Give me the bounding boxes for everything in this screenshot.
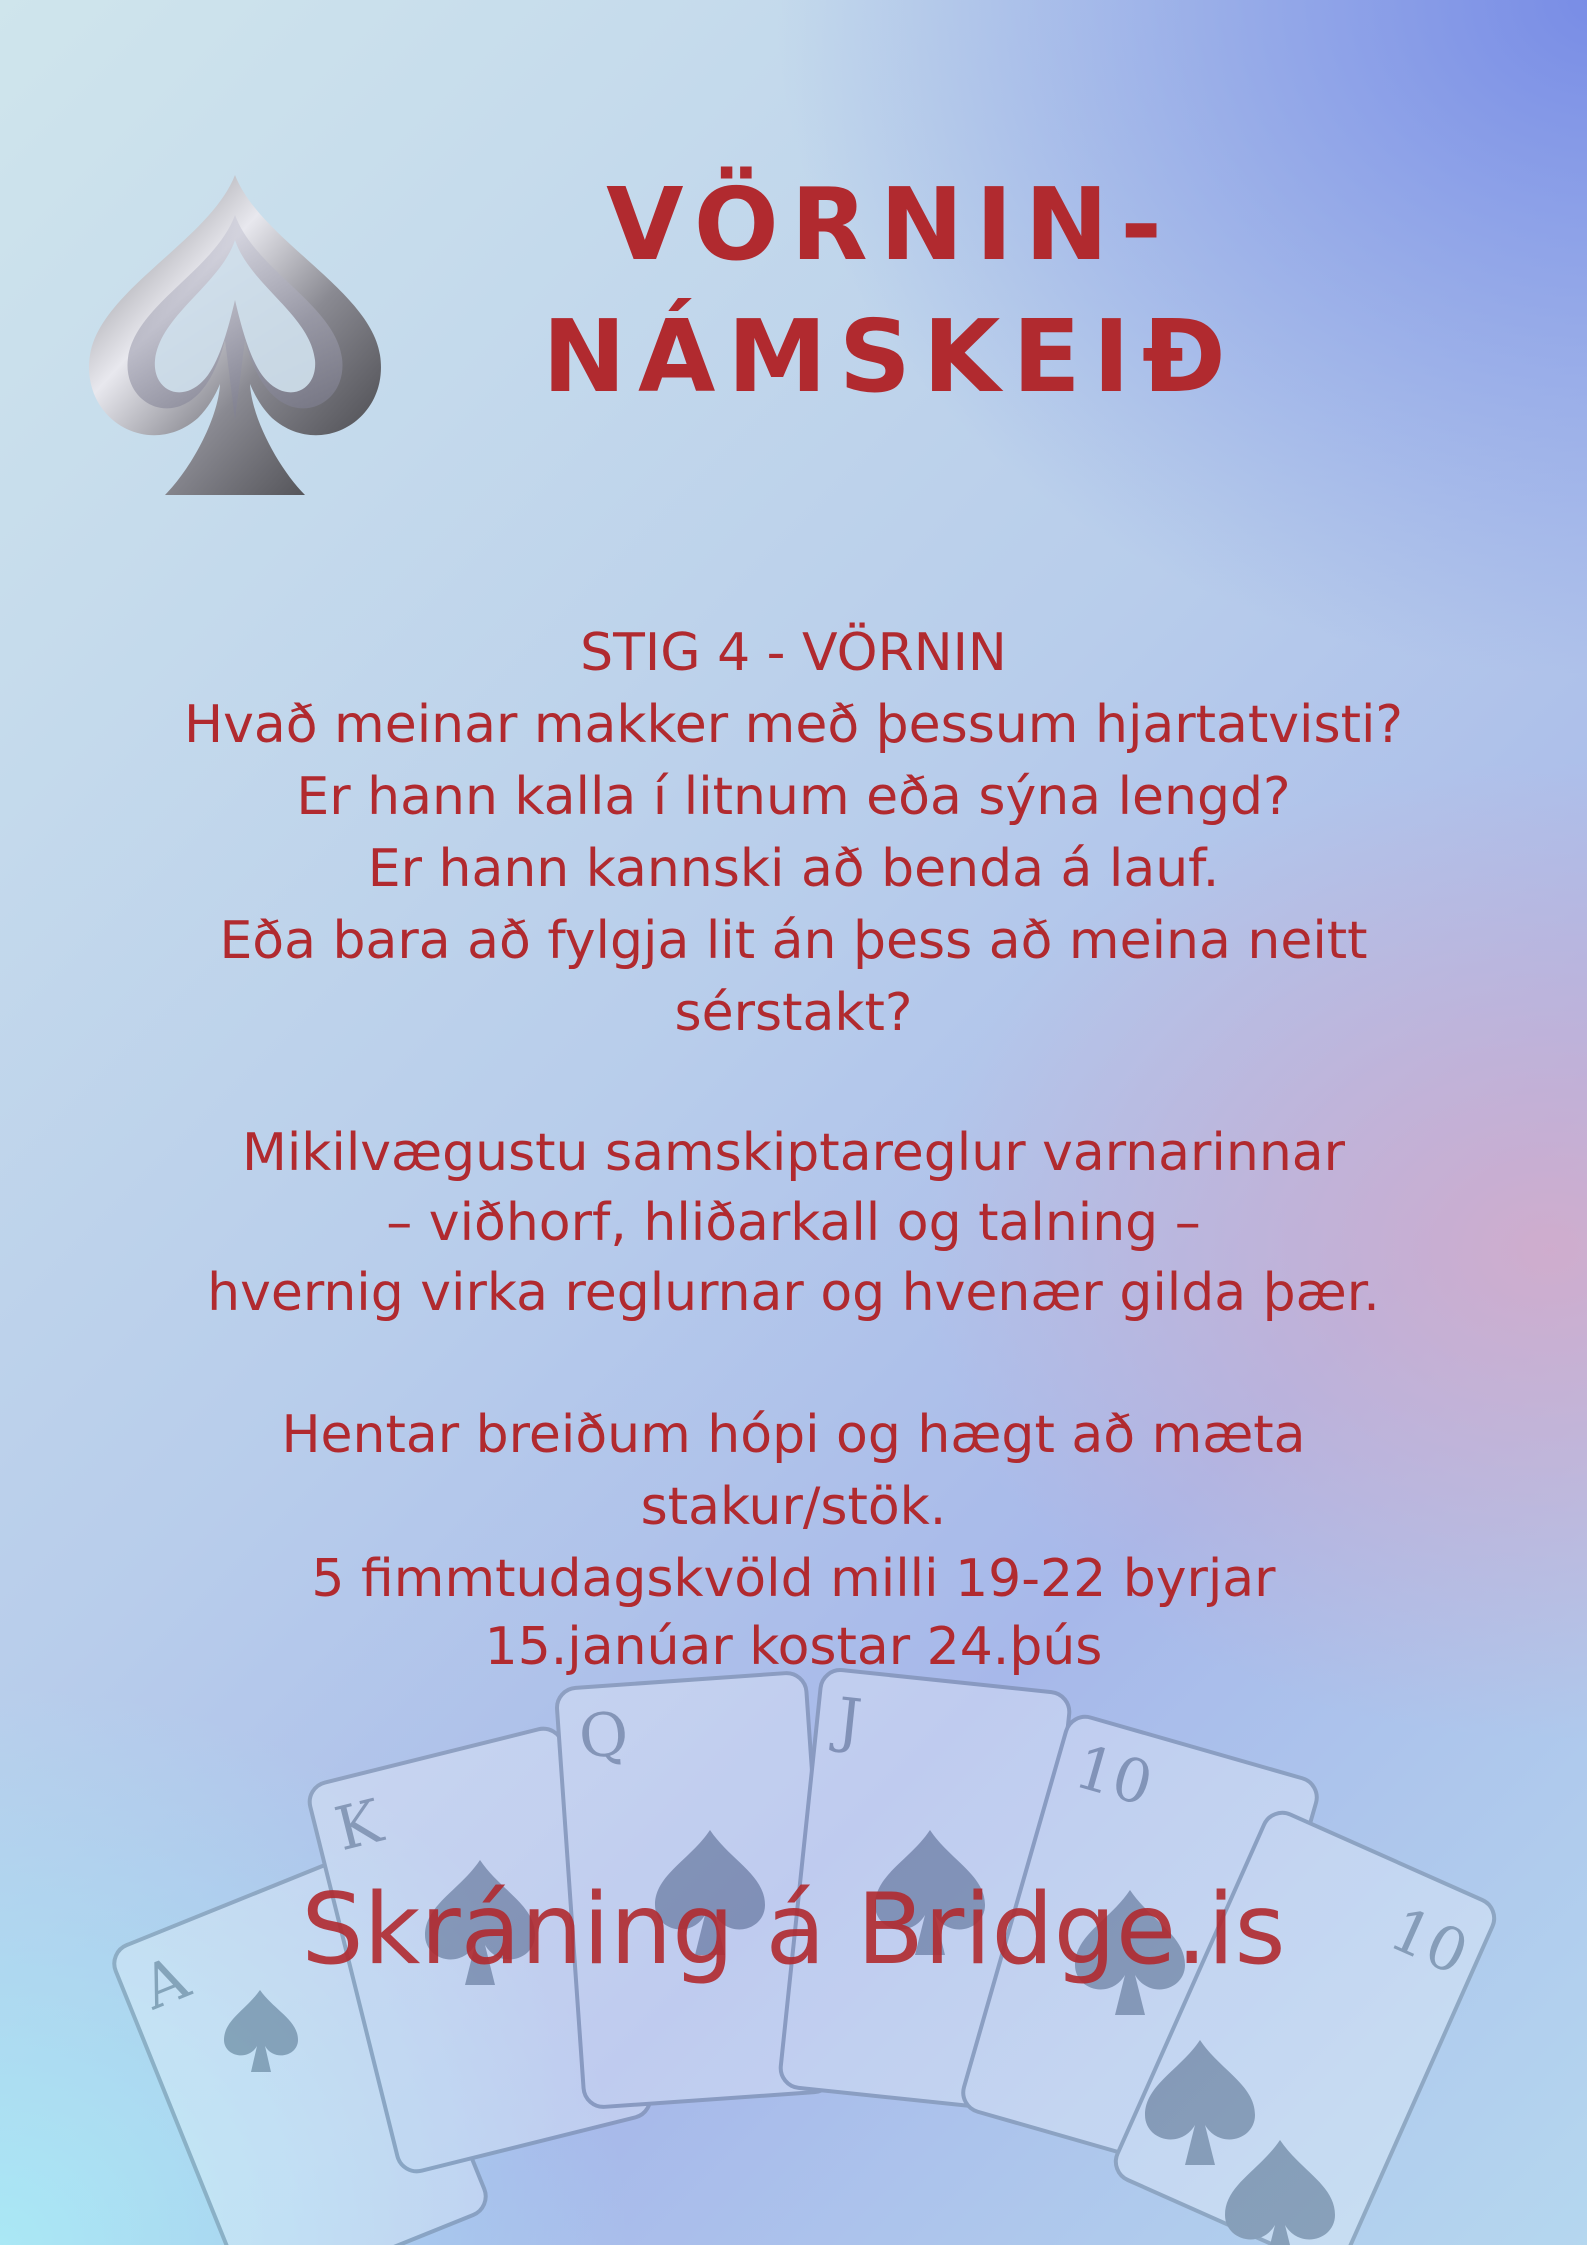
spade-icon: [80, 170, 390, 500]
body-line: stakur/stök.: [640, 1477, 947, 1537]
body-line: hvernig virka reglurnar og hvenær gilda þær.: [207, 1263, 1380, 1323]
registration-link[interactable]: Skráning á Bridge.is: [301, 1873, 1286, 1987]
title-line-1: VÖRNIN-: [606, 166, 1174, 283]
title-line-2: NÁMSKEIÐ: [542, 298, 1238, 415]
body-line: 15.janúar kostar 24.þús: [484, 1617, 1103, 1677]
body-line: Er hann kalla í litnum eða sýna lengd?: [296, 767, 1291, 827]
body-line: Mikilvægustu samskiptareglur varnarinnar: [241, 1123, 1346, 1183]
card-label-10: 10: [1067, 1732, 1161, 1821]
body-line: Hvað meinar makker með þessum hjartatvisti?: [183, 695, 1404, 755]
card-label-j: J: [833, 1685, 865, 1758]
body-line: 5 fimmtudagskvöld milli 19-22 byrjar: [311, 1549, 1276, 1609]
body-line: – viðhorf, hliðarkall og talning –: [386, 1193, 1201, 1253]
level-heading: STIG 4 - VÖRNIN: [580, 623, 1007, 683]
card-label-10-back: 10: [1379, 1894, 1478, 1990]
body-line: sérstakt?: [674, 983, 913, 1043]
card-label-q: Q: [576, 1699, 631, 1773]
card-label-k: K: [328, 1786, 389, 1866]
body-line: Er hann kannski að benda á lauf.: [367, 839, 1220, 899]
card-label-a: A: [132, 1942, 199, 2024]
body-line: Eða bara að fylgja lit án þess að meina neitt: [219, 911, 1368, 971]
body-line: Hentar breiðum hópi og hægt að mæta: [281, 1405, 1306, 1465]
